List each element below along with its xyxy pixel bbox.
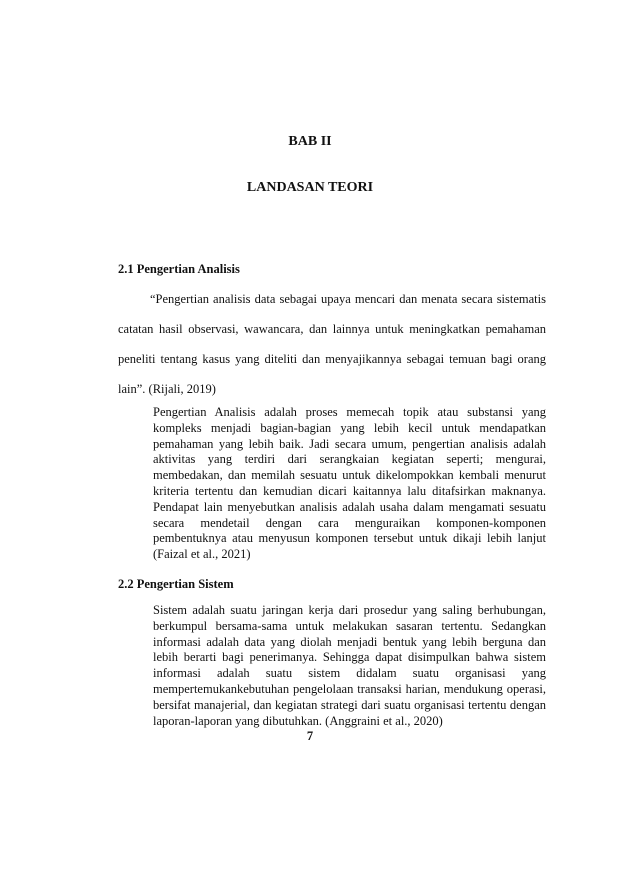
indented-paragraph-sistem: Sistem adalah suatu jaringan kerja dari prosedur yang saling berhubungan, berkumpul bersama-sama untuk melakukan sasaran tertentu. Sedangkan informasi adalah data yang diolah menjadi bentuk yang lebih berguna dan lebih berarti bagi penerimanya. Sehingga dapat disimpulkan bahwa sistem informasi adalah suatu sistem didalam suatu organisasi yang mempertemukankebutuhan pengelolaan transaksi harian, mendukung operasi, bersifat manajerial, dan kegiatan strategi dari suatu organisasi tertentu dengan laporan-laporan yang dibutuhkan. (Anggraini et al., 2020) [153, 603, 546, 728]
chapter-number: BAB II [288, 134, 332, 149]
chapter-title: LANDASAN TEORI [246, 180, 374, 195]
section-heading-analisis: 2.1 Pengertian Analisis [118, 262, 240, 276]
page-number: 7 [306, 729, 314, 743]
section-heading-sistem: 2.2 Pengertian Sistem [118, 577, 234, 591]
quote-paragraph: “Pengertian analisis data sebagai upaya mencari dan menata secara sistematis catatan hasil observasi, wawancara, dan lainnya untuk meningkatkan pemahaman peneliti tentang kasus yang diteliti dan menyajikannya sebagai temuan bagi orang lain”. (Rijali, 2019) [118, 292, 546, 396]
indented-paragraph-analisis: Pengertian Analisis adalah proses memecah topik atau substansi yang kompleks menjadi bagian-bagian yang lebih kecil untuk mendapatkan pemahaman yang lebih baik. Jadi secara umum, pengertian analisis adalah aktivitas yang terdiri dari serangkaian kegiatan seperti; mengurai, membedakan, dan memilah sesuatu untuk dikelompokkan kembali menurut kriteria tertentu dan kemudian dicari kaitannya lalu ditafsirkan maknanya. Pendapat lain menyebutkan analisis adalah usaha dalam mengamati sesuatu secara mendetail dengan cara menguraikan komponen-komponen pembentuknya atau menyusun komponen tersebut untuk dikaji lebih lanjut (Faizal et al., 2021) [153, 405, 546, 562]
